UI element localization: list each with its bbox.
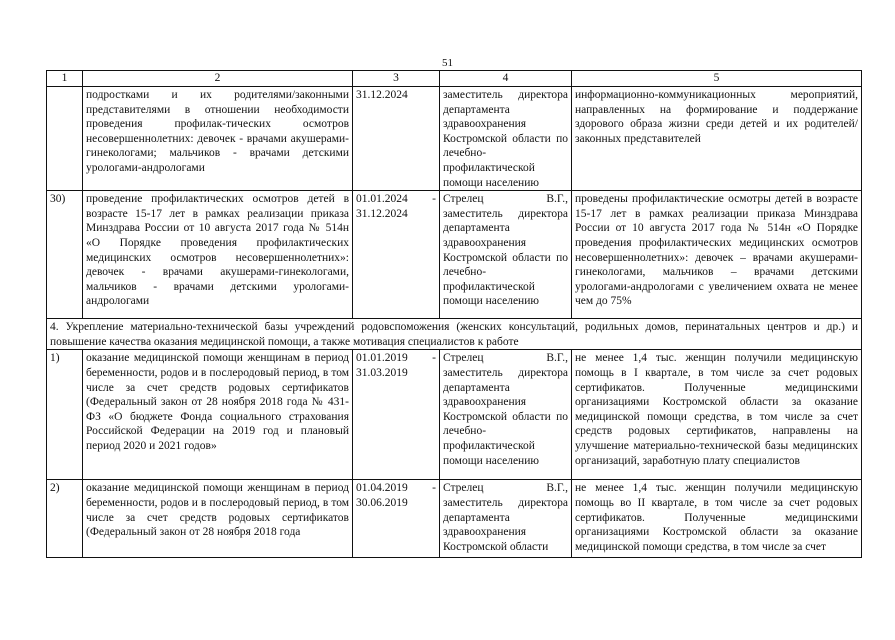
responsible-cell: Стрелец В.Г., заместитель директора департамента здравоохранения Костромской области — [440, 480, 572, 558]
column-header: 5 — [572, 71, 862, 87]
page-number: 51 — [442, 57, 453, 69]
row-number — [47, 87, 83, 191]
responsible-cell: заместитель директора департамента здравоохранения Костромской области по лечебно-профилактической помощи населению — [440, 87, 572, 191]
table-row — [47, 350, 862, 480]
column-header: 2 — [83, 71, 353, 87]
result-cell: информационно-коммуникационных мероприятий, направленных на формирование и поддержание здорового образа жизни среди детей и их родителей/законных представителей — [572, 87, 862, 191]
measure-cell: подростками и их родителями/законными представителями в отношении необходимости проведения профилак-тических осмотров несовершеннолетних: девочек - врачами акушерами-гинекологами; мальчиков - врачами детскими урологами-андрологами — [83, 87, 353, 191]
row-number: 2) — [47, 480, 83, 558]
section-heading-row — [47, 319, 862, 350]
section-title: 4. Укрепление материально-технической базы учреждений родовспоможения (женских консультаций, родильных домов, перинатальных центров и др.) и повышение качества оказания медицинской помощи, а также мотивация специалистов к работе — [47, 319, 862, 350]
dates-cell: 31.12.2024 — [353, 87, 440, 191]
table-row — [47, 191, 862, 319]
responsible-cell: Стрелец В.Г., заместитель директора департамента здравоохранения Костромской области по лечебно-профилактической помощи населению — [440, 191, 572, 319]
table-row — [47, 87, 862, 191]
measure-cell: проведение профилактических осмотров детей в возрасте 15-17 лет в рамках реализации приказа Минздрава России от 10 августа 2017 года № 514н «О Порядке проведения профилактических медицинских осмотров несовершеннолетних»: девочек - врачами акушерами-гинекологами, мальчиков - врачами детскими урологами-андрологами — [83, 191, 353, 319]
row-number: 30) — [47, 191, 83, 319]
responsible-cell: Стрелец В.Г., заместитель директора департамента здравоохранения Костромской области по лечебно-профилактической помощи населению — [440, 350, 572, 480]
dates-cell: 01.01.2024 - 31.12.2024 — [353, 191, 440, 319]
column-header: 4 — [440, 71, 572, 87]
result-cell: не менее 1,4 тыс. женщин получили медицинскую помощь в I квартале, в том числе за счет родовых сертификатов. Полученные медицинскими организациями Костромской области за оказание медицинской помощи средства, в том числе за счет средств родовых сертификатов, направлены на улучшение материально-технической базы медицинских организаций, заработную плату специалистов — [572, 350, 862, 480]
column-header: 3 — [353, 71, 440, 87]
result-cell: не менее 1,4 тыс. женщин получили медицинскую помощь во II квартале, в том числе за счет родовых сертификатов. Полученные медицинскими организациями Костромской области за оказание медицинской помощи средства, в том числе за счет — [572, 480, 862, 558]
measure-cell: оказание медицинской помощи женщинам в период беременности, родов и в послеродовый период, в том числе за счет средств родовых сертификатов (Федеральный закон от 28 ноября 2018 года № 431-ФЗ «О бюджете Фонда социального страхования Российской Федерации на 2019 год и плановый период 2020 и 2021 годов» — [83, 350, 353, 480]
row-number: 1) — [47, 350, 83, 480]
result-cell: проведены профилактические осмотры детей в возрасте 15-17 лет в рамках реализации приказа Минздрава России от 10 августа 2017 года № 514н «О Порядке проведения профилактических медицинских осмотров несовершеннолетних»: девочек – врачами акушерами-гинекологами, мальчиков – врачами детскими урологами-андрологами с увеличением охвата не менее чем до 75% — [572, 191, 862, 319]
dates-cell: 01.01.2019 - 31.03.2019 — [353, 350, 440, 480]
dates-cell: 01.04.2019 - 30.06.2019 — [353, 480, 440, 558]
table-header-row — [47, 71, 862, 87]
column-header: 1 — [47, 71, 83, 87]
table-row — [47, 480, 862, 558]
plan-table — [46, 70, 862, 558]
measure-cell: оказание медицинской помощи женщинам в период беременности, родов и в послеродовый период, в том числе за счет средств родовых сертификатов (Федеральный закон от 28 ноября 2018 года — [83, 480, 353, 558]
